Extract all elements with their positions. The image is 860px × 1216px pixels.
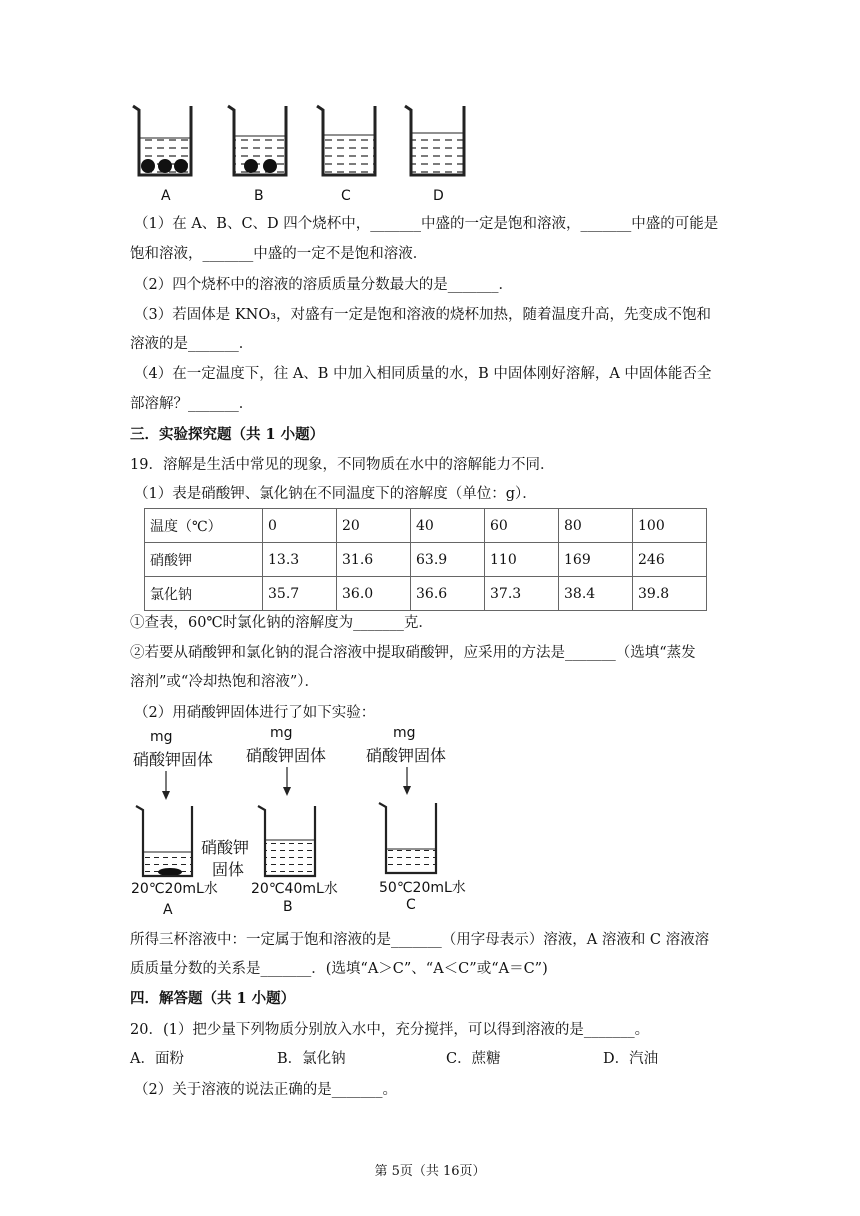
mass-label-a: mg xyxy=(150,729,173,745)
solid-label-c: 硝酸钾固体 xyxy=(366,746,447,765)
q19-sub2-line2: 溶剂”或“冷却热饱和溶液”）． xyxy=(130,674,319,690)
condition-a: 20℃20mL水 xyxy=(131,881,218,897)
table-cell: 氯化钠 xyxy=(145,577,263,611)
table-cell: 35.7 xyxy=(263,577,337,611)
q19-result-line1: 所得三杯溶液中：一定属于饱和溶液的是_______（用字母表示）溶液，A 溶液和 C 溶液溶 xyxy=(130,932,710,948)
section-3-heading: 三．实验探究题（共 1 小题） xyxy=(130,426,325,443)
condition-b: 20℃40mL水 xyxy=(251,881,338,897)
q19-sub1: ①查表，60℃时氯化钠的溶解度为_______克． xyxy=(130,615,433,631)
table-cell: 0 xyxy=(263,509,337,543)
q18-part4-line2: 部溶解？_______． xyxy=(130,396,254,412)
solid-label-a: 硝酸钾固体 xyxy=(133,750,214,769)
q20-option-c: C．蔗糖 xyxy=(446,1051,501,1067)
exp-label-a: A xyxy=(163,902,173,918)
side-label-line1: 硝酸钾 xyxy=(201,838,250,857)
q18-part3-line2: 溶液的是_______． xyxy=(130,336,254,352)
table-cell: 246 xyxy=(633,543,707,577)
exp-beaker-c xyxy=(379,803,436,873)
table-cell: 13.3 xyxy=(263,543,337,577)
table-cell: 36.0 xyxy=(337,577,411,611)
table-cell: 63.9 xyxy=(411,543,485,577)
q19-intro: 19．溶解是生活中常见的现象，不同物质在水中的溶解能力不同． xyxy=(130,457,555,473)
q18-part1-line1: （1）在 A、B、C、D 四个烧杯中，_______中盛的一定是饱和溶液，_______中盛的可能是 xyxy=(134,216,719,232)
q18-part4-line1: （4）在一定温度下，往 A、B 中加入相同质量的水，B 中固体刚好溶解，A 中固体能否全 xyxy=(134,366,712,382)
table-cell: 31.6 xyxy=(337,543,411,577)
q20-option-a: A．面粉 xyxy=(130,1051,184,1067)
side-label-line2: 固体 xyxy=(212,860,245,879)
table-cell: 20 xyxy=(337,509,411,543)
arrow-b xyxy=(283,767,291,796)
table-cell: 169 xyxy=(559,543,633,577)
solid-heap xyxy=(158,868,182,876)
exp-beaker-b xyxy=(258,806,315,876)
table-cell: 110 xyxy=(485,543,559,577)
q19-part1: （1）表是硝酸钾、氯化钠在不同温度下的溶解度（单位：g）． xyxy=(134,486,537,502)
table-cell: 60 xyxy=(485,509,559,543)
q18-part3-line1: （3）若固体是 KNO₃，对盛有一定是饱和溶液的烧杯加热，随着温度升高，先变成不饱和 xyxy=(134,307,712,323)
arrow-a xyxy=(162,771,170,800)
exp-label-c: C xyxy=(406,897,416,913)
mass-label-b: mg xyxy=(270,725,293,741)
q18-part1-line2: 饱和溶液，_______中盛的一定不是饱和溶液． xyxy=(130,246,428,262)
q20-option-d: D．汽油 xyxy=(603,1051,659,1067)
q20-part1: 20．(1）把少量下列物质分别放入水中，充分搅拌，可以得到溶液的是_______。 xyxy=(130,1022,650,1038)
condition-c: 50℃20mL水 xyxy=(379,880,466,896)
q19-sub2-line1: ②若要从硝酸钾和氯化钠的混合溶液中提取硝酸钾，应采用的方法是_______（选填“蒸发 xyxy=(130,645,696,661)
table-cell: 80 xyxy=(559,509,633,543)
q20-part2: （2）关于溶液的说法正确的是_______。 xyxy=(134,1082,397,1098)
table-cell: 39.8 xyxy=(633,577,707,611)
table-cell: 37.3 xyxy=(485,577,559,611)
table-cell: 36.6 xyxy=(411,577,485,611)
beaker-label-d: D xyxy=(433,188,444,204)
section-4-heading: 四．解答题（共 1 小题） xyxy=(130,990,296,1007)
q19-result-line2: 质质量分数的关系是_______．(选填“A＞C”、“A＜C”或“A＝C”) xyxy=(130,961,548,977)
beaker-label-a: A xyxy=(161,188,171,204)
q18-part2: （2）四个烧杯中的溶液的溶质质量分数最大的是_______． xyxy=(134,277,513,293)
beaker-label-b: B xyxy=(254,188,264,204)
q19-part2: （2）用硝酸钾固体进行了如下实验： xyxy=(134,705,376,721)
solid-label-b: 硝酸钾固体 xyxy=(246,746,327,765)
mass-label-c: mg xyxy=(393,725,416,741)
page-footer: 第 5页（共 16页） xyxy=(374,1164,486,1179)
table-cell: 温度（℃） xyxy=(145,509,263,543)
table-cell: 38.4 xyxy=(559,577,633,611)
table-cell: 100 xyxy=(633,509,707,543)
exp-label-b: B xyxy=(283,899,293,915)
arrow-c xyxy=(403,767,411,795)
exp-beaker-a xyxy=(136,806,192,876)
beaker-label-c: C xyxy=(341,188,351,204)
table-cell: 40 xyxy=(411,509,485,543)
q20-option-b: B．氯化钠 xyxy=(277,1051,346,1067)
table-cell: 硝酸钾 xyxy=(145,543,263,577)
